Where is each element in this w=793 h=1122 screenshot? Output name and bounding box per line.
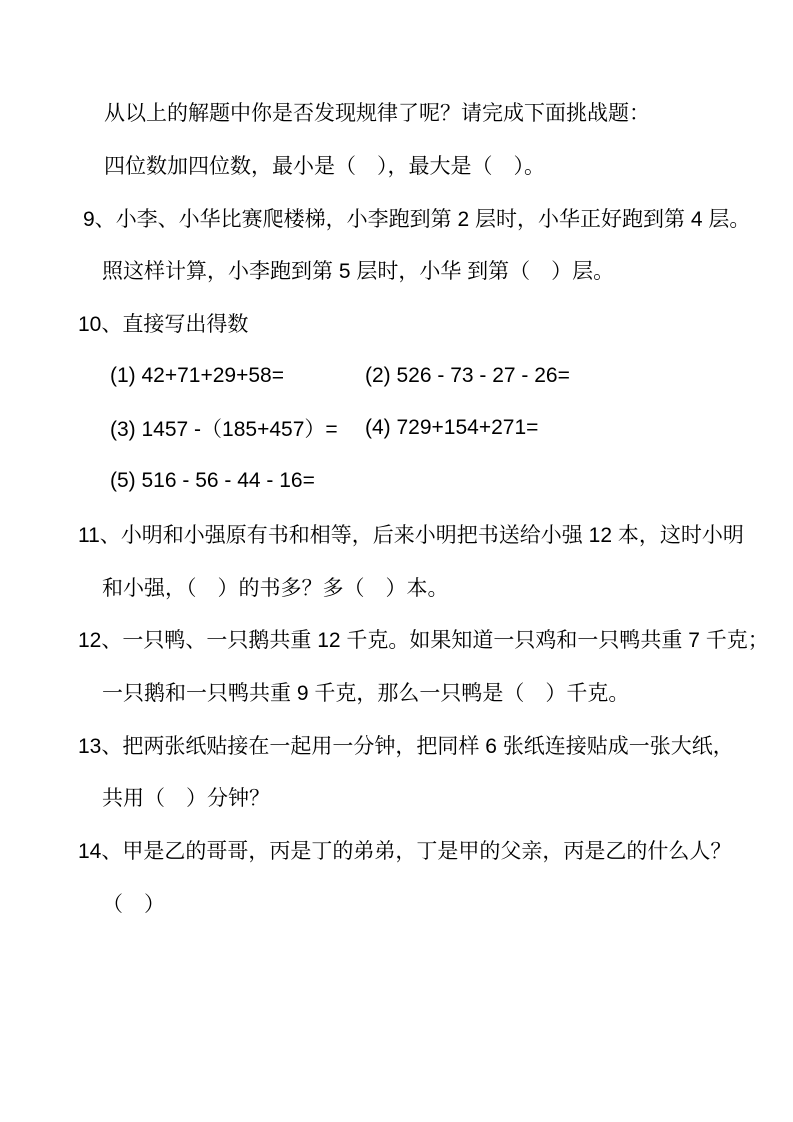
problem-14-text: 甲是乙的哥哥，丙是丁的弟弟，丁是甲的父亲，丙是乙的什么人？ bbox=[122, 839, 732, 863]
problem-13-number: 13、 bbox=[78, 734, 123, 758]
problem-12-line-1 bbox=[0, 613, 793, 666]
problem-13-line-1 bbox=[0, 718, 793, 771]
problem-12-line-2: 一只鹅和一只鸭共重 9 千克，那么一只鸭是（ ）千克。 bbox=[102, 681, 630, 705]
problem-10-line-1 bbox=[0, 297, 793, 350]
problem-11-line-1 bbox=[0, 508, 793, 561]
problem-13-text: 把两张纸贴接在一起用一分钟，把同样 6 张纸连接贴成一张大纸， bbox=[122, 734, 734, 758]
problem-14-answer-blank: （ ） bbox=[102, 892, 165, 916]
problem-11-number: 11、 bbox=[78, 523, 121, 547]
equation-1: (1) 42+71+29+58= bbox=[110, 363, 284, 387]
problem-13-line-2: 共用（ ）分钟？ bbox=[102, 787, 270, 811]
problem-14-number: 14、 bbox=[78, 839, 123, 863]
problem-9-line-1 bbox=[0, 191, 793, 244]
problem-9-line-2: 照这样计算，小李跑到第 5 层时，小华 到第（ ）层。 bbox=[102, 260, 615, 284]
equation-3: (3) 1457 -（185+457）= bbox=[110, 418, 338, 442]
problem-10-number: 10、 bbox=[78, 313, 123, 337]
equation-5: (5) 516 - 56 - 44 - 16= bbox=[110, 469, 315, 493]
equation-2: (2) 526 - 73 - 27 - 26= bbox=[365, 363, 570, 387]
problem-10-equation-row-2 bbox=[0, 402, 793, 455]
problem-9-text: 小李、小华比赛爬楼梯，小李跑到第 2 层时，小华正好跑到第 4 层。 bbox=[115, 207, 751, 231]
problem-11-line-2: 和小强，（ ）的书多？多（ ）本。 bbox=[102, 576, 449, 600]
problem-10-equation-row-1 bbox=[0, 349, 793, 402]
problem-10-title: 直接写出得数 bbox=[122, 313, 249, 337]
equation-4: (4) 729+154+271= bbox=[365, 416, 539, 440]
problem-11-text: 小明和小强原有书和相等，后来小明把书送给小强 12 本，这时小明 bbox=[120, 523, 744, 547]
problem-9-number: 9、 bbox=[83, 207, 116, 231]
intro-line-2-blank: 四位数加四位数，最小是（ ），最大是（ ）。 bbox=[104, 155, 545, 179]
problem-12-number: 12、 bbox=[78, 629, 123, 653]
problem-12-text: 一只鸭、一只鹅共重 12 千克。如果知道一只鸡和一只鸭共重 7 千克； bbox=[122, 629, 769, 653]
intro-line-1: 从以上的解题中你是否发现规律了呢？请完成下面挑战题： bbox=[104, 102, 650, 126]
problem-14-line-1 bbox=[0, 824, 793, 877]
problem-10-equation-row-3 bbox=[0, 455, 793, 508]
